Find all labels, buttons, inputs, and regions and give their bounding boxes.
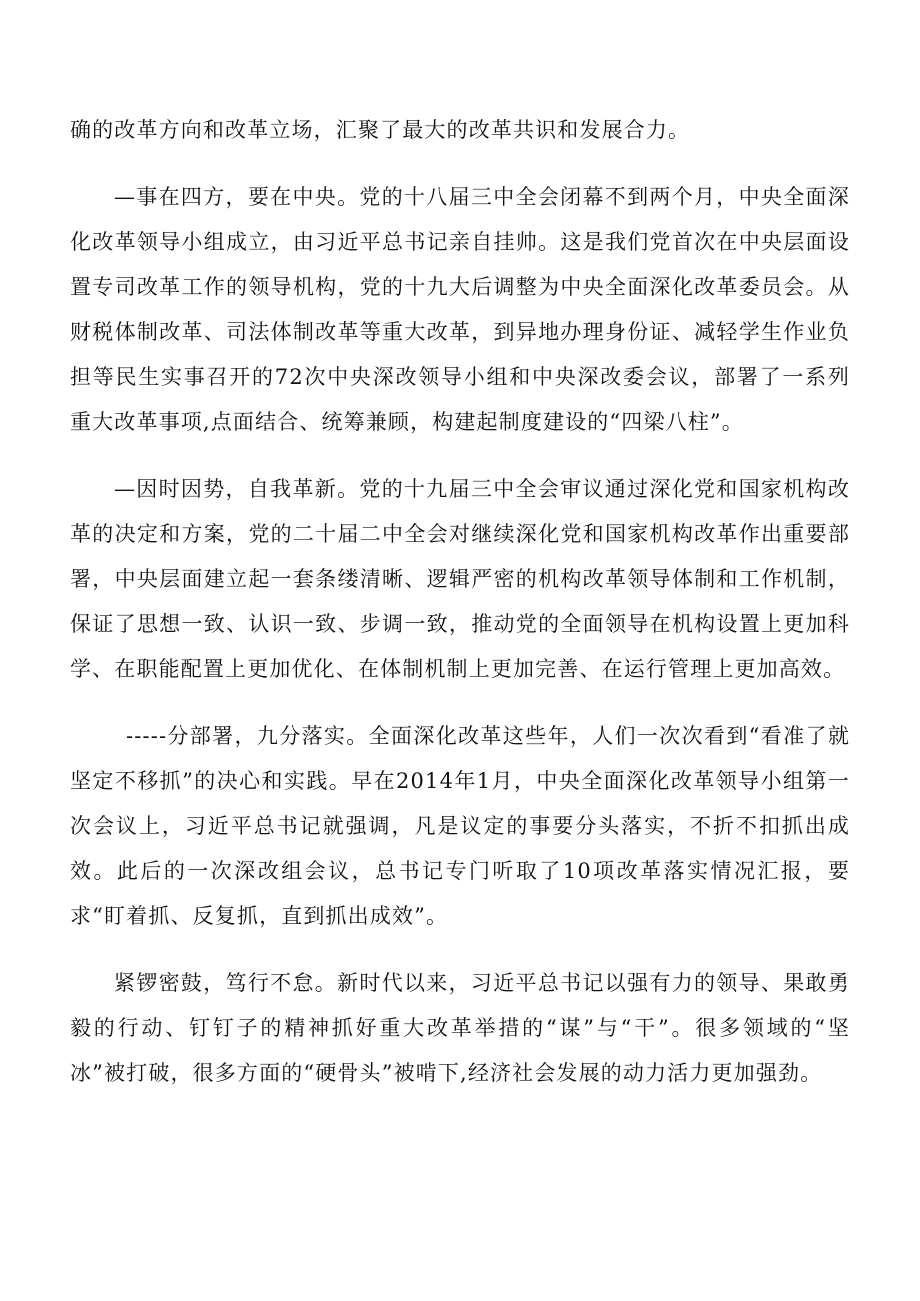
paragraph-4: -----分部署，九分落实。全面深化改革这些年，人们一次次看到“看准了就坚定不移抓”的决心和实践。早在2014年1月，中央全面深化改革领导小组第一次会议上，习近平总书记就强调，凡是议定的事要分头落实，不折不扣抓出成效。此后的一次深改组会议，总书记专门听取了10项改革落实情况汇报，要求“盯着抓、反复抓，直到抓出成效”。 xyxy=(70,724,850,928)
document-body xyxy=(70,108,850,1096)
paragraph-3: —因时因势，自我革新。党的十九届三中全会审议通过深化党和国家机构改革的决定和方案，党的二十届二中全会对继续深化党和国家机构改革作出重要部署，中央层面建立起一套条缕清晰、逻辑严密的机构改革领导体制和工作机制，保证了思想一致、认识一致、步调一致，推动党的全面领导在机构设置上更加科学、在职能配置上更加优化、在体制机制上更加完善、在运行管理上更加高效。 xyxy=(70,477,850,681)
paragraph-5: 紧锣密鼓，笃行不怠。新时代以来，习近平总书记以强有力的领导、果敢勇毅的行动、钉钉子的精神抓好重大改革举措的“谋”与“干”。很多领域的“坚冰”被打破，很多方面的“硬骨头”被啃下,经济社会发展的动力活力更加强劲。 xyxy=(70,971,850,1085)
paragraph-1: 确的改革方向和改革立场，汇聚了最大的改革共识和发展合力。 xyxy=(70,118,691,142)
paragraph-2: —事在四方，要在中央。党的十八届三中全会闭幕不到两个月，中央全面深化改革领导小组成立，由习近平总书记亲自挂帅。这是我们党首次在中央层面设置专司改革工作的领导机构，党的十九大后调整为中央全面深化改革委员会。从财税体制改革、司法体制改革等重大改革，到异地办理身份证、减轻学生作业负担等民生实事召开的72次中央深改领导小组和中央深改委会议，部署了一系列重大改革事项,点面结合、统筹兼顾，构建起制度建设的“四梁八柱”。 xyxy=(70,185,850,434)
